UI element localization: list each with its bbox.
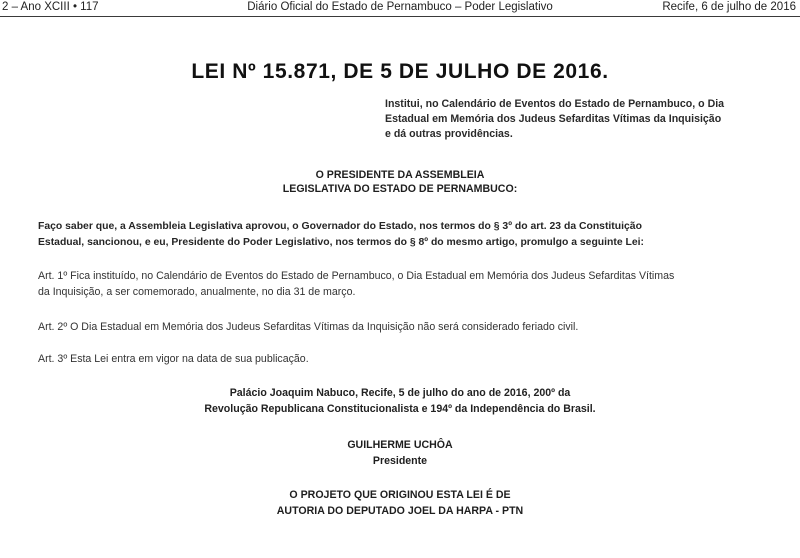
authority-line: O PRESIDENTE DA ASSEMBLEIA <box>315 169 485 181</box>
law-title: LEI Nº 15.871, DE 5 DE JULHO DE 2016. <box>191 60 609 83</box>
authorship-line: O PROJETO QUE ORIGINOU ESTA LEI É DE <box>289 489 511 501</box>
signoff-line: Revolução Republicana Constitucionalista e 194º da Independência do Brasil. <box>204 403 596 415</box>
article-1-line: Art. 1º Fica instituído, no Calendário de Eventos do Estado de Pernambuco, o Dia Estadual em Memória dos Judeus Sefarditas Vítimas <box>38 270 675 282</box>
bill-authorship <box>0 487 800 519</box>
article-1-line: da Inquisição, a ser comemorado, anualmente, no dia 31 de março. <box>38 286 356 298</box>
promulgation-line: Faço saber que, a Assembleia Legislativa aprovou, o Governador do Estado, nos termos do § 3º do art. 23 da Constituição <box>38 221 642 232</box>
article-3: Art. 3º Esta Lei entra em vigor na data de sua publicação. <box>38 353 309 365</box>
ementa-line: Estadual em Memória dos Judeus Sefarditas Vítimas da Inquisição <box>385 113 722 125</box>
signoff-line: Palácio Joaquim Nabuco, Recife, 5 de julho do ano de 2016, 200º da <box>229 387 571 399</box>
authorship-line: AUTORIA DO DEPUTADO JOEL DA HARPA - PTN <box>276 505 524 517</box>
page-header <box>0 0 800 16</box>
authority-line: LEGISLATIVA DO ESTADO DE PERNAMBUCO: <box>282 183 518 195</box>
edition-info: 2 – Ano XCIII • 117 <box>2 1 99 13</box>
ementa-line: Institui, no Calendário de Eventos do Estado de Pernambuco, o Dia <box>385 98 725 110</box>
article-1 <box>38 268 790 300</box>
signatory <box>0 437 800 469</box>
promulgation-line: Estadual, sancionou, e eu, Presidente do Poder Legislativo, nos termos do § 8º do mesmo artigo, promulgo a seguinte Lei: <box>38 237 644 248</box>
law-ementa <box>385 97 785 142</box>
publication-name: Diário Oficial do Estado de Pernambuco – Poder Legislativo <box>247 1 553 13</box>
promulgation-clause <box>38 219 790 251</box>
signoff-place-date <box>0 385 800 417</box>
publication-date: Recife, 6 de julho de 2016 <box>662 1 796 13</box>
enacting-authority <box>0 168 800 196</box>
header-divider <box>0 16 800 17</box>
ementa-line: e dá outras providências. <box>385 128 513 140</box>
signatory-name: GUILHERME UCHÔA <box>347 439 453 451</box>
signatory-role: Presidente <box>372 455 428 467</box>
article-2: Art. 2º O Dia Estadual em Memória dos Judeus Sefarditas Vítimas da Inquisição não será considerado feriado civil. <box>38 321 579 333</box>
